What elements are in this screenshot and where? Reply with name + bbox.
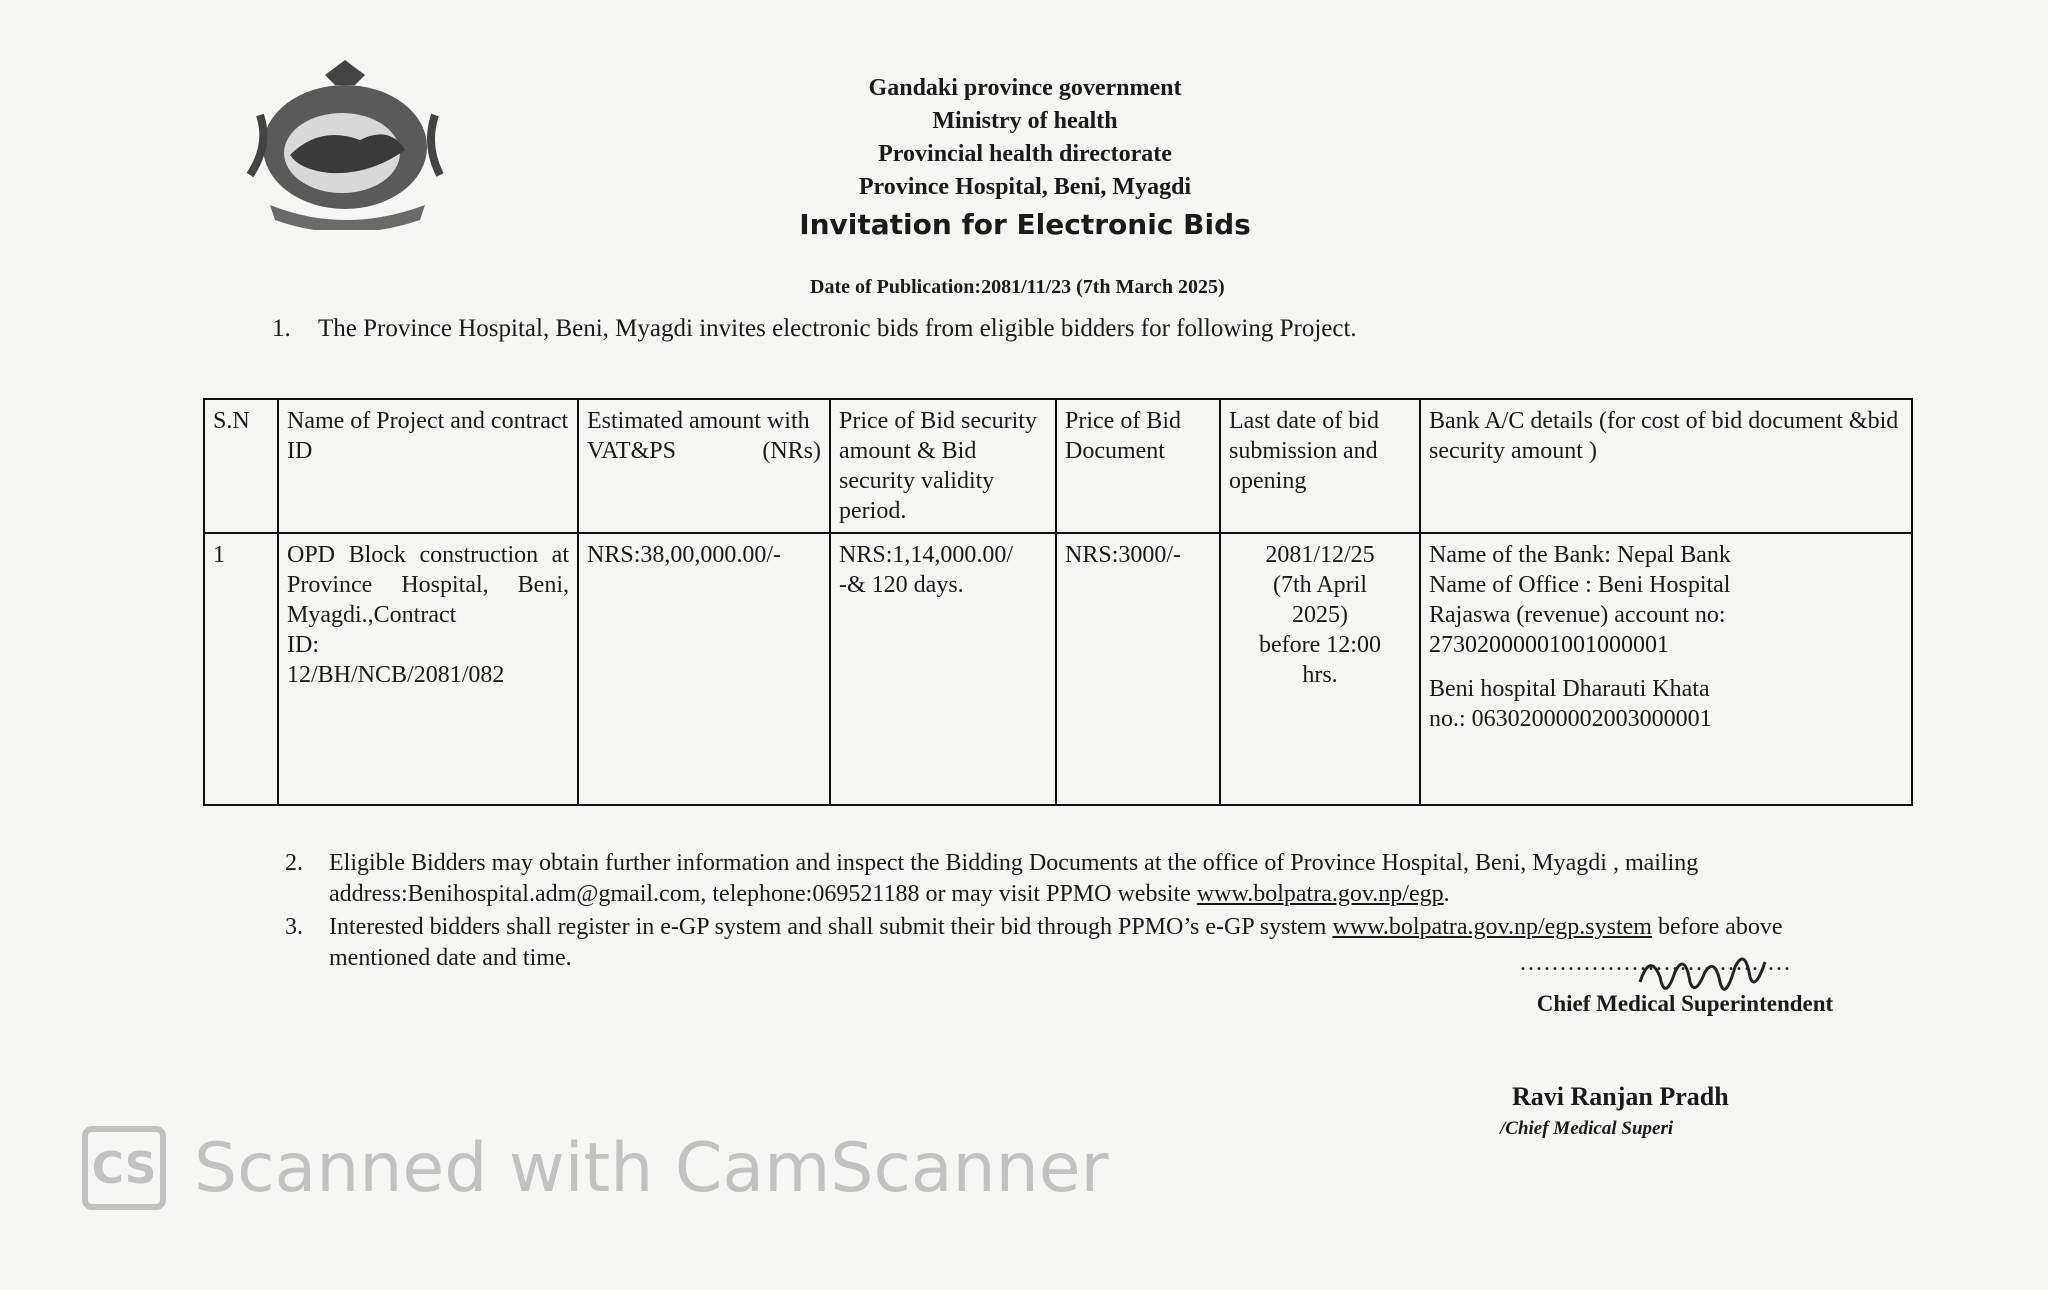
cell-doc-price: NRS:3000/- — [1056, 533, 1220, 805]
paragraph-end: before above mentioned date and time. — [329, 914, 1783, 971]
contract-id: 12/BH/NCB/2081/082 — [287, 662, 505, 688]
camscanner-watermark — [82, 1126, 1109, 1210]
deposit-account-label: Beni hospital Dharauti Khata — [1429, 676, 1710, 702]
deadline-line: 2025) — [1292, 602, 1348, 628]
col-header-security: Price of Bid security amount & Bid security validity period. — [830, 399, 1056, 533]
revenue-account-number: 27302000001001000001 — [1429, 632, 1669, 658]
handwritten-signature — [1630, 942, 1780, 1012]
publication-date: Date of Publication:2081/11/23 (7th March 2025) — [810, 276, 1225, 298]
deadline-line: hrs. — [1302, 662, 1338, 688]
table-header-row — [204, 399, 1912, 533]
item-number: 2. — [285, 850, 303, 876]
ministry-name: Ministry of health — [932, 108, 1118, 134]
col-header-bank: Bank A/C details (for cost of bid document &bid security amount ) — [1420, 399, 1912, 533]
office-name: Name of Office : Beni Hospital — [1429, 572, 1731, 598]
signatory-stamp-title: /Chief Medical Superi — [1500, 1118, 1674, 1139]
col-header-doc-price: Price of Bid Document — [1056, 399, 1220, 533]
deadline-line: (7th April — [1273, 572, 1367, 598]
security-line: -& 120 days. — [839, 572, 964, 598]
cell-sn: 1 — [204, 533, 278, 805]
col-header-estimate: Estimated amount with VAT&PS (NRs) — [578, 399, 830, 533]
directorate-name: Provincial health directorate — [878, 141, 1172, 167]
paragraph-text: Interested bidders shall register in e-GP system and shall submit their bid through PPMO’s e-GP system — [329, 914, 1333, 940]
signatory-role: Chief Medical Superintendent — [1536, 991, 1834, 1016]
government-name: Gandaki province government — [868, 75, 1182, 101]
signatory-name: Ravi Ranjan Pradh — [1512, 1082, 1729, 1111]
bank-name: Name of the Bank: Nepal Bank — [1429, 542, 1731, 568]
deposit-account-number: no.: 06302000002003000001 — [1429, 706, 1712, 732]
paragraph-text: Eligible Bidders may obtain further information and inspect the Bidding Documents at the office of Province Hospital, Beni, Myagdi , mailing address:Benihospital.adm@gmail.com, telephone:069521188 or may visit PPMO website — [329, 850, 1699, 907]
deadline-line: 2081/12/25 — [1265, 542, 1375, 568]
col-header-project: Name of Project and contract ID — [278, 399, 578, 533]
col-header-sn: S.N — [204, 399, 278, 533]
nepal-emblem-logo — [230, 55, 465, 230]
item-number: 1. — [272, 315, 291, 342]
hospital-name: Province Hospital, Beni, Myagdi — [858, 174, 1192, 200]
project-line: OPD Block construction at Province Hospital, Beni, Myagdi.,Contract — [287, 542, 569, 628]
intro-paragraph — [272, 315, 1357, 343]
item-number: 3. — [285, 914, 303, 940]
paragraph-2 — [285, 848, 1885, 910]
signature-block — [1520, 950, 1850, 1017]
ppmo-website-link[interactable]: www.bolpatra.gov.np/egp — [1196, 881, 1444, 907]
bid-table — [203, 398, 1913, 806]
camscanner-logo-icon: CS — [82, 1126, 166, 1210]
security-line: NRS:1,14,000.00/ — [839, 542, 1014, 568]
cell-bank — [1420, 533, 1912, 805]
letterhead — [700, 72, 1350, 241]
paragraph-end: . — [1443, 881, 1450, 907]
col-header-deadline: Last date of bid submission and opening — [1220, 399, 1420, 533]
signature-line: .................................. — [1520, 950, 1792, 976]
cell-deadline — [1220, 533, 1420, 805]
deadline-line: before 12:00 — [1259, 632, 1381, 658]
egp-system-link[interactable]: www.bolpatra.gov.np/egp.system — [1332, 914, 1652, 940]
cell-estimate: NRS:38,00,000.00/- — [578, 533, 830, 805]
cell-security — [830, 533, 1056, 805]
project-line: ID: — [287, 632, 319, 658]
notice-title: Invitation for Electronic Bids — [799, 208, 1251, 241]
cell-project — [278, 533, 578, 805]
watermark-text: Scanned with CamScanner — [194, 1128, 1109, 1208]
table-row — [204, 533, 1912, 805]
intro-text: The Province Hospital, Beni, Myagdi invites electronic bids from eligible bidders for following Project. — [318, 315, 1357, 342]
revenue-account-label: Rajaswa (revenue) account no: — [1429, 602, 1726, 628]
